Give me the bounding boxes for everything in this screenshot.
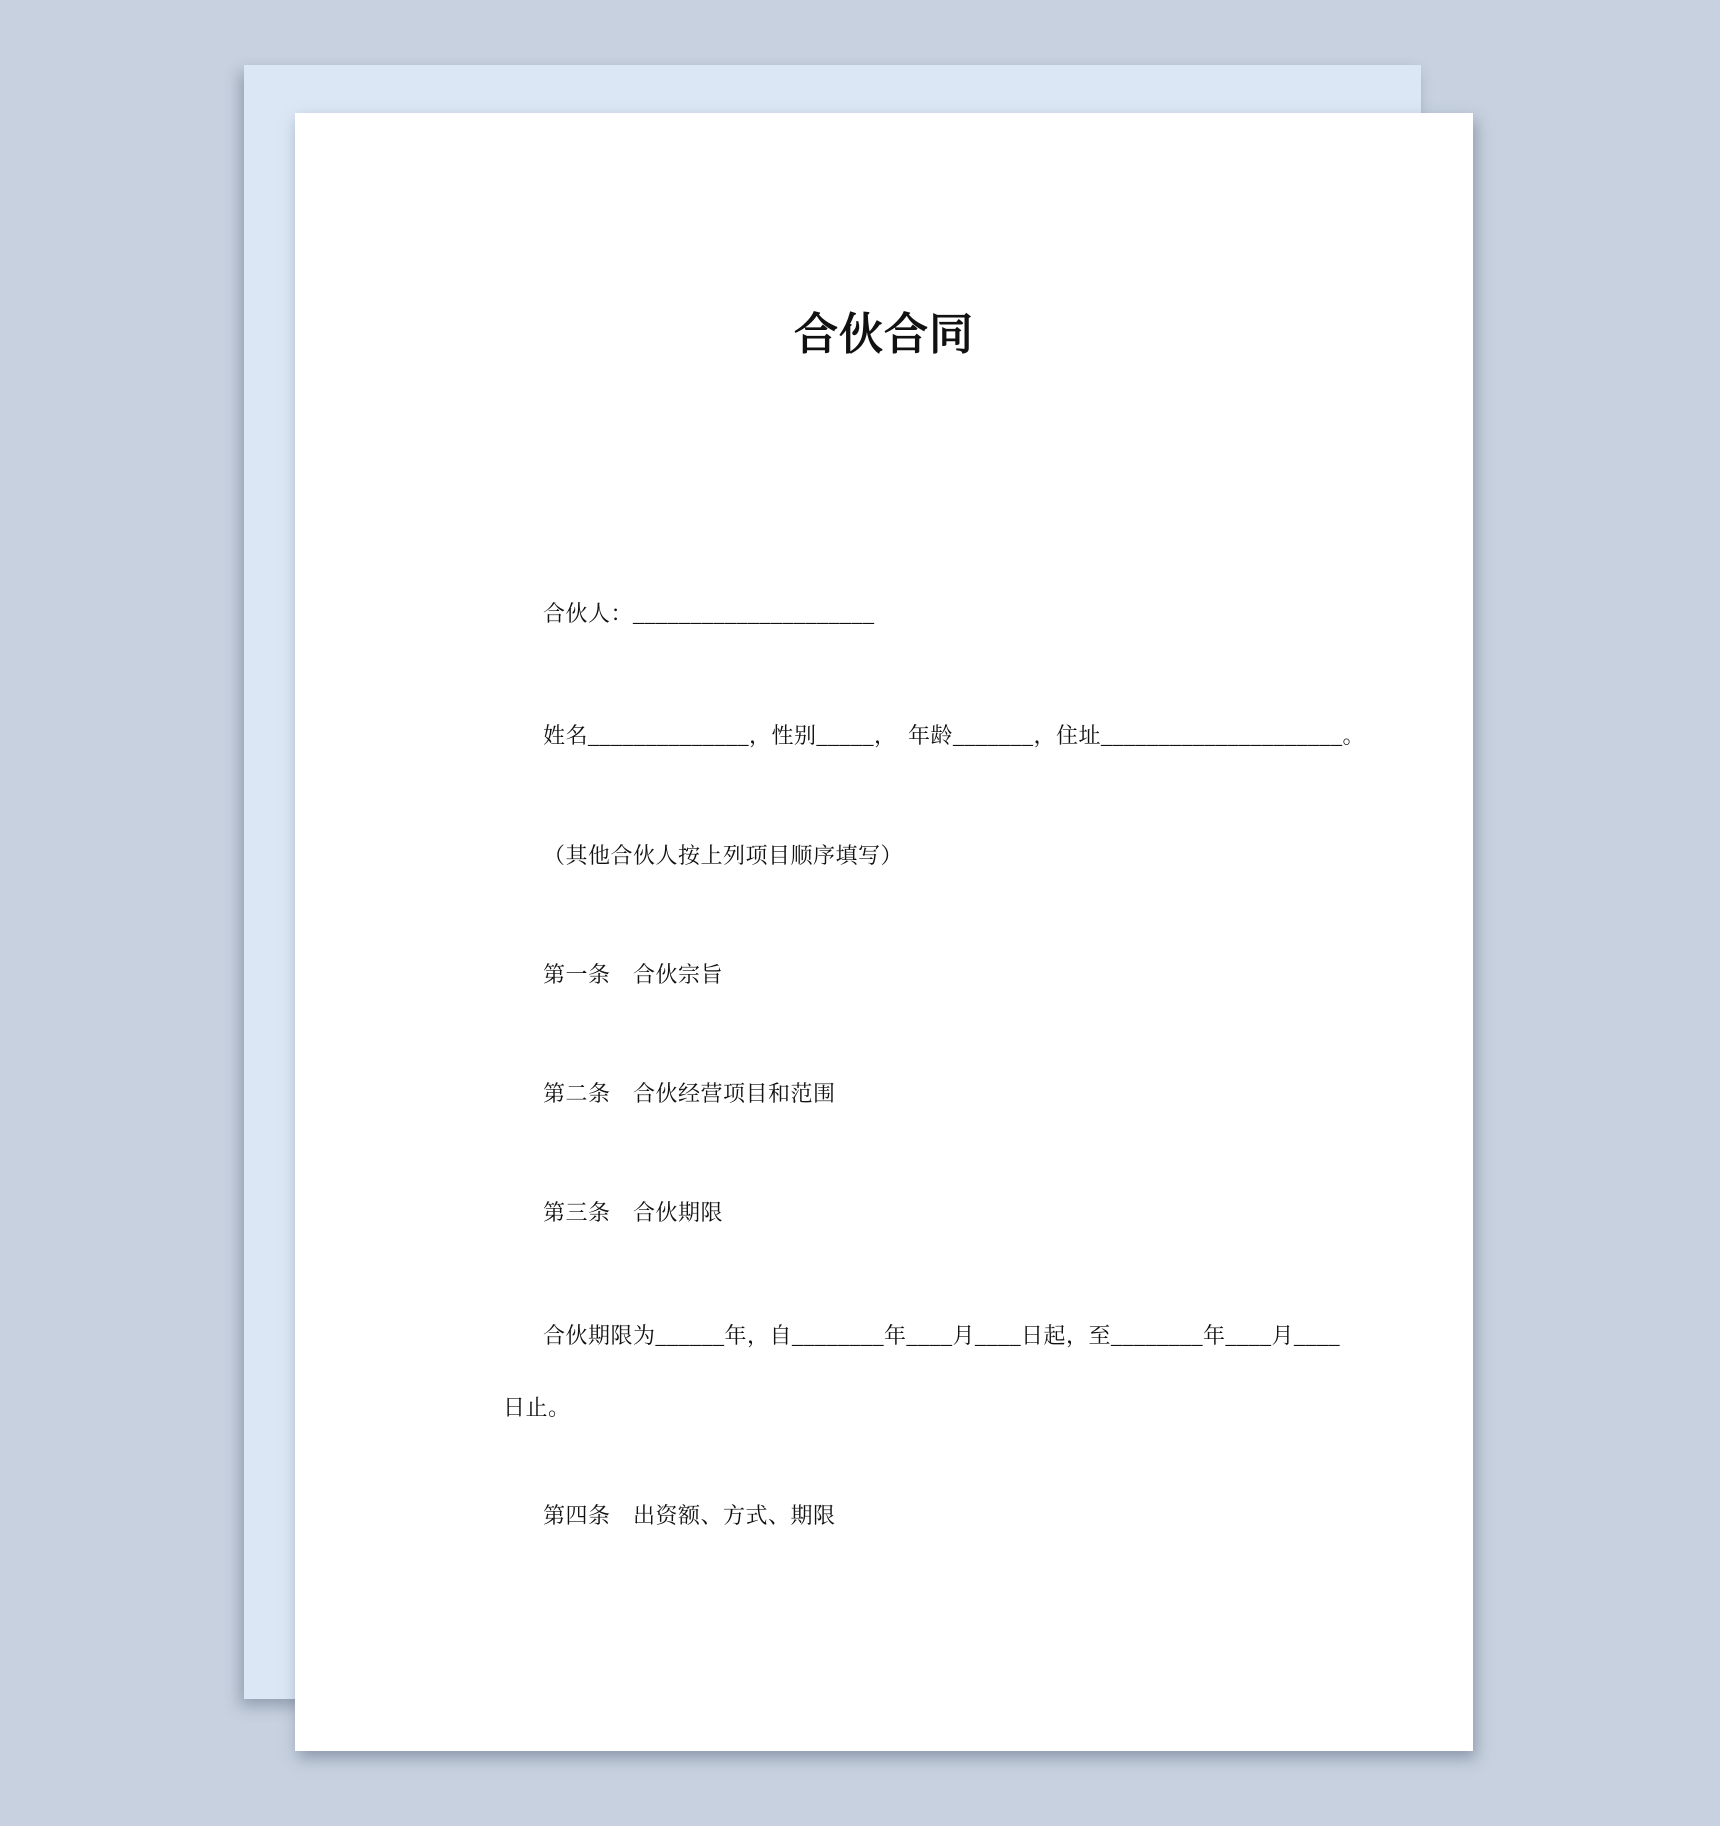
article-3-heading: 第三条 合伙期限	[543, 1200, 724, 1225]
contract-page	[295, 113, 1473, 1751]
other-partners-note: （其他合伙人按上列项目顺序填写）	[543, 843, 904, 868]
document-title: 合伙合同	[794, 310, 974, 359]
partnership-term-continuation: 日止。	[503, 1395, 571, 1420]
partner-blank-line: 合伙人：_____________________	[543, 601, 875, 626]
name-gender-age-address-line: 姓名______________，性别_____， 年龄_______，住址_____________________。	[543, 723, 1366, 748]
article-1-heading: 第一条 合伙宗旨	[543, 962, 724, 987]
article-2-heading: 第二条 合伙经营项目和范围	[543, 1081, 836, 1106]
article-4-heading: 第四条 出资额、方式、期限	[543, 1503, 836, 1528]
partnership-term-line: 合伙期限为______年，自________年____月____日起，至________年____月____	[543, 1323, 1341, 1348]
